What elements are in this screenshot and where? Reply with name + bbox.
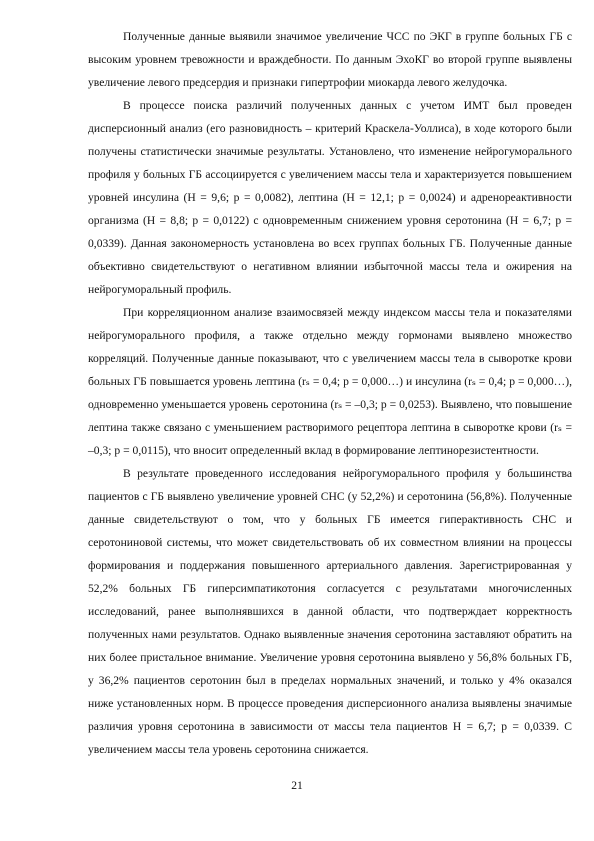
body-text bbox=[88, 25, 572, 761]
paragraph-variance-analysis: В процессе поиска различий полученных данных с учетом ИМТ был проведен дисперсионный анализ (его разновидность – критерий Краскела-Уоллиса), в ходе которого были получены статистически значимые результаты. Установлено, что изменение нейрогуморального профиля у больных ГБ ассоциируется с увеличением массы тела и характеризуется повышением уровней инсулина (H = 9,6; p = 0,0082), лептина (H = 12,1; p = 0,0024) и адренореактивности организма (H = 8,8; p = 0,0122) с одновременным снижением уровня серотонина (H = 6,7; p = 0,0339). Данная закономерность установлена во всех группах больных ГБ. Полученные данные объективно свидетельствуют о негативном влиянии избыточной массы тела и ожирения на нейрогуморальный профиль. bbox=[88, 99, 572, 296]
paragraph-ecg-findings: Полученные данные выявили значимое увеличение ЧСС по ЭКГ в группе больных ГБ с высоким уровнем тревожности и враждебности. По данным ЭхоКГ во второй группе выявлены увеличение левого предсердия и признаки гипертрофии миокарда левого желудочка. bbox=[88, 30, 572, 89]
paragraph-correlation-analysis: При корреляционном анализе взаимосвязей между индексом массы тела и показателями нейрогуморального профиля, а также отдельно между гормонами выявлено множество корреляций. Полученные данные показывают, что с увеличением массы тела в сыворотке крови больных ГБ повышается уровень лептина (rₛ = 0,4; p = 0,000…) и инсулина (rₛ = 0,4; p = 0,000…), одновременно уменьшается уровень серотонина (rₛ = –0,3; p = 0,0253). Выявлено, что повышение лептина также связано с уменьшением растворимого рецептора лептина в сыворотке крови (rₛ = –0,3; p = 0,0115), что вносит определенный вклад в формирование лептинорезистентности. bbox=[88, 306, 572, 457]
paragraph-study-results: В результате проведенного исследования нейрогуморального профиля у большинства пациентов с ГБ выявлено увеличение уровней СНС (у 52,2%) и серотонина (56,8%). Полученные данные свидетельствуют о том, что у больных ГБ имеется гиперактивность СНС и серотониновой системы, что может свидетельствовать об их совместном влиянии на процессы формирования и поддержания повышенного артериального давления. Зарегистрированная у 52,2% больных ГБ гиперсимпатикотония согласуется с результатами многочисленных исследований, ранее выполнявшихся в данной области, что подтверждает корректность полученных нами результатов. Однако выявленные значения серотонина заставляют обратить на них более пристальное внимание. Увеличение уровня серотонина выявлено у 56,8% больных ГБ, у 36,2% пациентов серотонин был в пределах нормальных значений, и только у 4% оказался ниже установленных норм. В процессе проведения дисперсионного анализа выявлены значимые различия уровня серотонина в зависимости от массы тела пациентов H = 6,7; p = 0,0339. С увеличением массы тела уровень серотонина снижается. bbox=[88, 467, 572, 756]
page-number: 21 bbox=[291, 779, 303, 792]
